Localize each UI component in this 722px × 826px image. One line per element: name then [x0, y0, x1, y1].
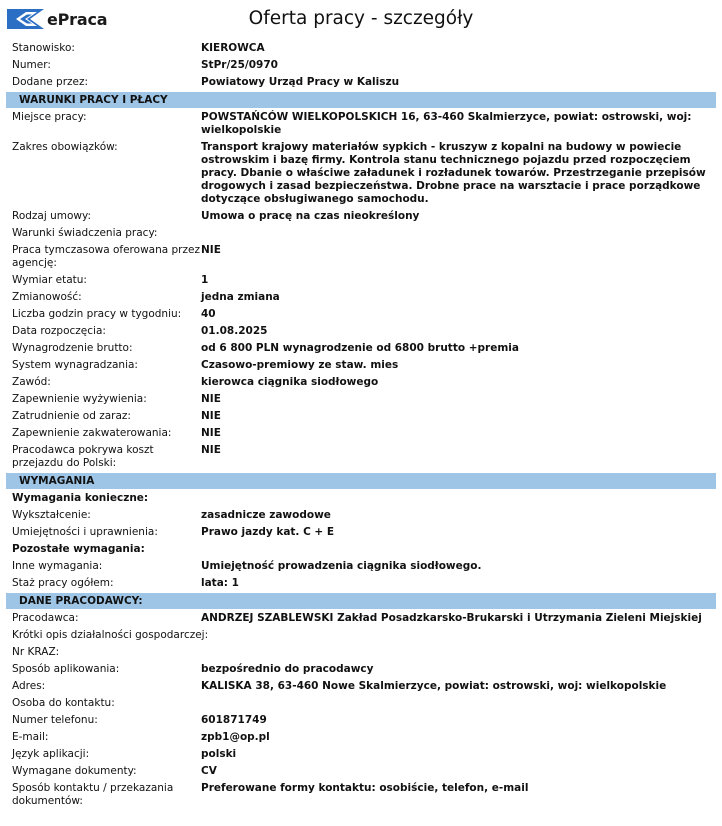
row-label: Stanowisko:: [12, 42, 75, 54]
row-value: CV: [201, 765, 217, 777]
detail-row: [0, 225, 722, 242]
row-value: Czasowo-premiowy ze staw. mies: [201, 359, 399, 371]
row-label: Miejsce pracy:: [12, 111, 87, 123]
detail-row: [0, 425, 722, 442]
detail-row: [0, 289, 722, 306]
detail-row: [0, 40, 722, 57]
detail-row: [0, 408, 722, 425]
row-value: zasadnicze zawodowe: [201, 509, 331, 521]
row-value: od 6 800 PLN wynagrodzenie od 6800 brutto +premia: [201, 342, 519, 354]
detail-row: [0, 391, 722, 408]
row-label: Wymiar etatu:: [12, 274, 87, 286]
row-label: Sposób aplikowania:: [12, 663, 120, 675]
detail-row: [0, 558, 722, 575]
detail-row: [0, 507, 722, 524]
row-label: Wymagane dokumenty:: [12, 765, 137, 777]
detail-row: [0, 272, 722, 289]
row-label: Zatrudnienie od zaraz:: [12, 410, 131, 422]
section-header-warunki: WARUNKI PRACY I PŁACY: [6, 92, 716, 108]
row-value: POWSTAŃCÓW WIELKOPOLSKICH 16, 63-460 Skalmierzyce, powiat: ostrowski, woj: wielkopolskie: [201, 111, 692, 136]
section-header-pracodawca: DANE PRACODAWCY:: [6, 593, 716, 609]
row-value: zpb1@op.pl: [201, 731, 270, 743]
row-value: [201, 227, 716, 240]
row-value: NIE: [201, 427, 221, 439]
detail-row: [0, 74, 722, 91]
detail-row: [0, 678, 722, 695]
subheading-other: Pozostałe wymagania:: [12, 543, 145, 555]
row-label: Krótki opis działalności gospodarczej:: [12, 629, 209, 641]
row-label: Wynagrodzenie brutto:: [12, 342, 133, 354]
page-header: [0, 0, 722, 40]
row-value: [201, 646, 716, 659]
row-value: Powiatowy Urząd Pracy w Kaliszu: [201, 76, 400, 88]
row-value: 601871749: [201, 714, 267, 726]
subheading-required: Wymagania konieczne:: [12, 492, 149, 504]
row-label: Warunki świadczenia pracy:: [12, 227, 158, 239]
row-value: NIE: [201, 244, 221, 256]
row-label: Inne wymagania:: [12, 560, 103, 572]
row-label: Rodzaj umowy:: [12, 210, 91, 222]
detail-row: [0, 357, 722, 374]
row-label: Zakres obowiązków:: [12, 141, 118, 153]
row-value: StPr/25/0970: [201, 59, 278, 71]
row-value: [201, 697, 716, 710]
row-label: Staż pracy ogółem:: [12, 577, 114, 589]
row-label: E-mail:: [12, 731, 49, 743]
row-value: NIE: [201, 393, 221, 405]
row-value: Transport krajowy materiałów sypkich - kruszyw z kopalni na budowy w powiecie ostrowskim i bazę firmy. Kontrola stanu technicznego pojazdu przed rozpoczęciem pracy. Dbanie o właściwe załadunek i rozładunek towarów. Przestrzeganie przepisów drogowych i zasad bezpieczeństwa. Drobne prace na warsztacie i prace porządkowe dotyczące obsługiwanego samochodu.: [201, 141, 706, 205]
page-title: Oferta pracy - szczegóły: [248, 8, 474, 29]
row-label: Wykształcenie:: [12, 509, 91, 521]
row-label: Język aplikacji:: [12, 748, 90, 760]
row-value: kierowca ciągnika siodłowego: [201, 376, 379, 388]
row-label: Pracodawca:: [12, 612, 79, 624]
row-label: Liczba godzin pracy w tygodniu:: [12, 308, 182, 320]
row-value: 1: [201, 274, 209, 286]
detail-row: [0, 57, 722, 74]
detail-row: [0, 139, 722, 208]
detail-row: [0, 109, 722, 139]
row-value: Prawo jazdy kat. C + E: [201, 526, 335, 538]
row-value: Umowa o pracę na czas nieokreślony: [201, 210, 420, 222]
row-label: Numer:: [12, 59, 51, 71]
row-value: bezpośrednio do pracodawcy: [201, 663, 374, 675]
row-label: Data rozpoczęcia:: [12, 325, 106, 337]
row-value: KIEROWCA: [201, 42, 265, 54]
detail-row: [0, 661, 722, 678]
row-value: NIE: [201, 444, 221, 456]
row-value: KALISKA 38, 63-460 Nowe Skalmierzyce, powiat: ostrowski, woj: wielkopolskie: [201, 680, 667, 692]
detail-row: [0, 242, 722, 272]
detail-row: [0, 644, 722, 661]
detail-row: [0, 323, 722, 340]
detail-row: [0, 712, 722, 729]
logo-text: ePraca: [47, 9, 108, 29]
row-label: Osoba do kontaktu:: [12, 697, 115, 709]
detail-row: [0, 340, 722, 357]
row-value: Preferowane formy kontaktu: osobiście, telefon, e-mail: [201, 782, 529, 794]
row-label: Zapewnienie wyżywienia:: [12, 393, 147, 405]
detail-row: [0, 524, 722, 541]
detail-row: [0, 442, 722, 472]
row-label: Umiejętności i uprawnienia:: [12, 526, 158, 538]
row-value: polski: [201, 748, 237, 760]
row-label: Sposób kontaktu / przekazania dokumentów:: [12, 782, 174, 807]
row-value: 01.08.2025: [201, 325, 268, 337]
row-label: Nr KRAZ:: [12, 646, 60, 658]
detail-row: [0, 306, 722, 323]
detail-row: [0, 374, 722, 391]
detail-row: [0, 575, 722, 592]
detail-row: [0, 695, 722, 712]
detail-row: [0, 610, 722, 627]
row-label: Dodane przez:: [12, 76, 89, 88]
row-label: Praca tymczasowa oferowana przez agencję:: [12, 244, 200, 269]
row-label: Zapewnienie zakwaterowania:: [12, 427, 172, 439]
row-label: Zmianowość:: [12, 291, 82, 303]
row-value: lata: 1: [201, 577, 239, 589]
row-value: Umiejętność prowadzenia ciągnika siodłowego.: [201, 560, 482, 572]
row-label: System wynagradzania:: [12, 359, 138, 371]
row-value: ANDRZEJ SZABLEWSKI Zakład Posadzkarsko-Brukarski i Utrzymania Zieleni Miejskiej: [201, 612, 702, 624]
row-label: Adres:: [12, 680, 46, 692]
detail-row: [0, 627, 722, 644]
detail-row: [0, 763, 722, 780]
row-label: Zawód:: [12, 376, 51, 388]
offer-details: [0, 40, 722, 810]
row-label: Numer telefonu:: [12, 714, 98, 726]
row-value: 40: [201, 308, 216, 320]
section-header-wymagania: WYMAGANIA: [6, 473, 716, 489]
row-value: jedna zmiana: [201, 291, 280, 303]
detail-row: [0, 729, 722, 746]
detail-row: [0, 780, 722, 810]
detail-row: [0, 208, 722, 225]
row-value: NIE: [201, 410, 221, 422]
row-label: Pracodawca pokrywa koszt przejazdu do Polski:: [12, 444, 154, 469]
detail-row: [0, 746, 722, 763]
